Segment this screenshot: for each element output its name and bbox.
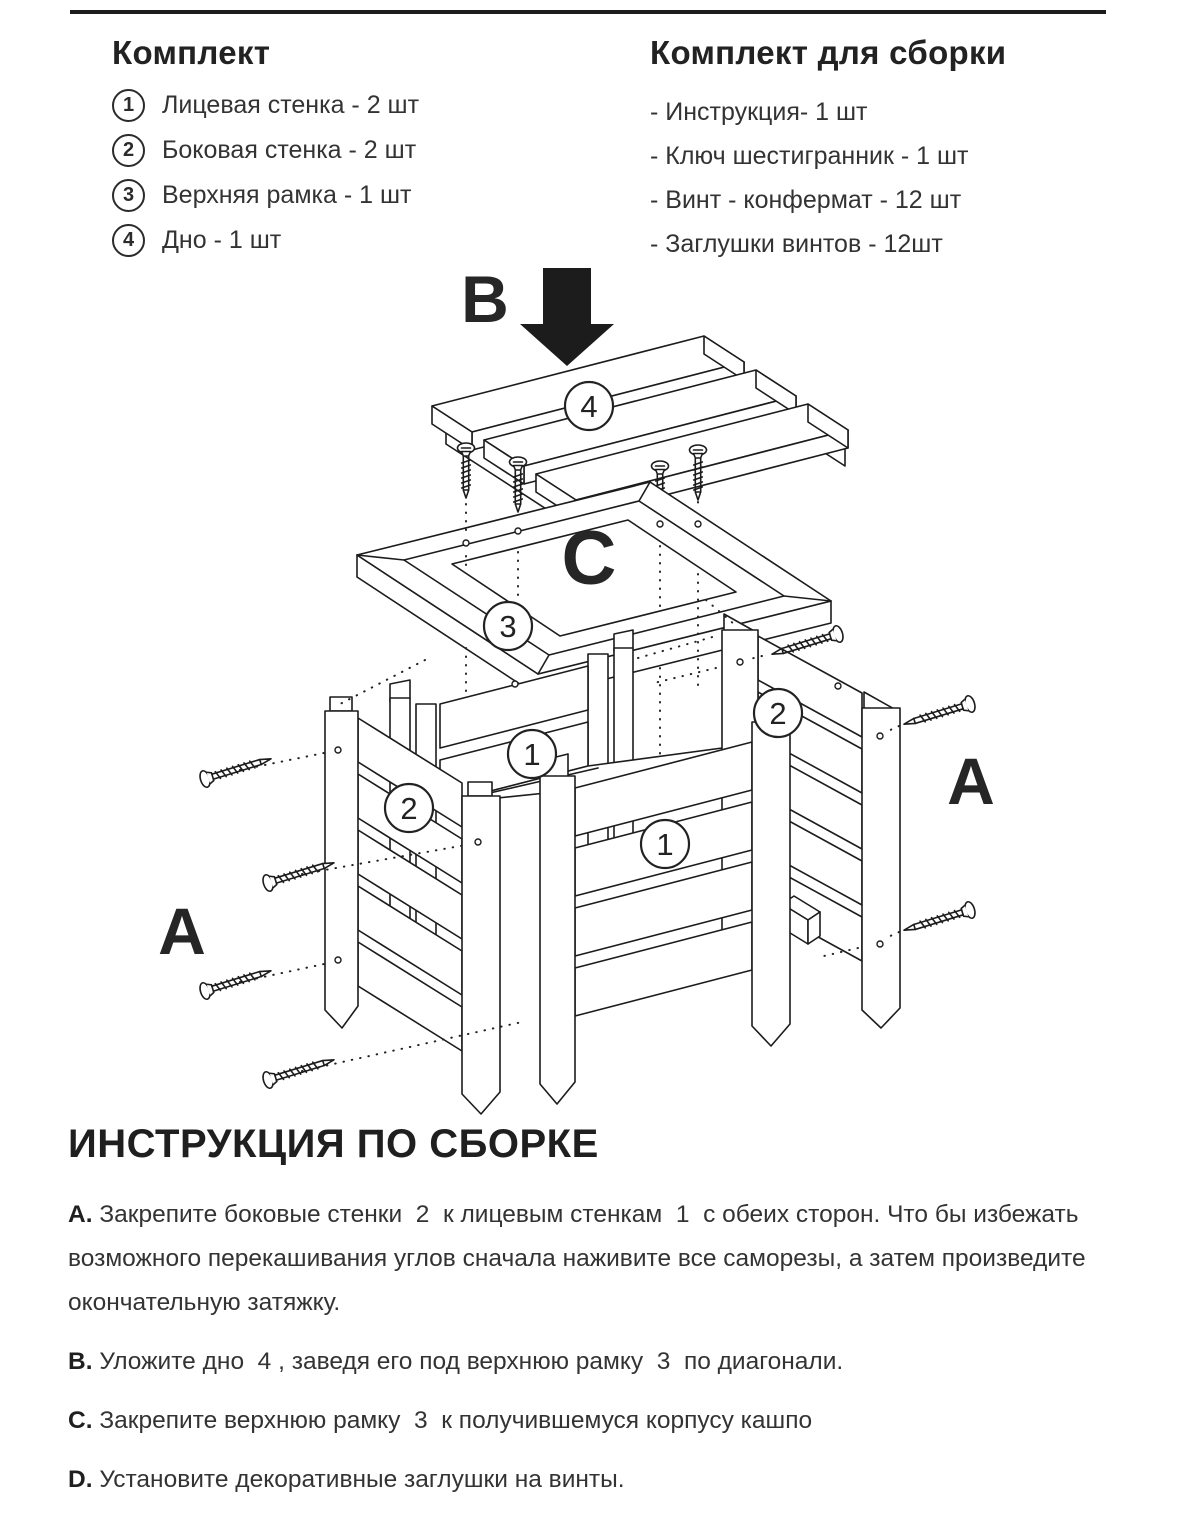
list-item: - Заглушки винтов - 12шт — [650, 230, 943, 258]
list-item: - Ключ шестигранник - 1 шт — [650, 142, 969, 170]
top-rule — [70, 10, 1106, 14]
list-item — [112, 90, 602, 121]
instruction-step — [68, 1399, 1150, 1443]
part-number-badge: 4 — [112, 224, 145, 257]
part-number-badge: 1 — [112, 89, 145, 122]
step-letter: A. — [68, 1201, 93, 1228]
step-text: Уложите дно 4 , заведя его под верхнюю рамку 3 по диагонали. — [99, 1348, 844, 1376]
screw-icon — [458, 443, 475, 498]
list-item: - Винт - конфермат - 12 шт — [650, 186, 962, 214]
screw-icon — [261, 1052, 336, 1090]
part-label: Верхняя рамка - 1 шт — [162, 181, 412, 209]
instruction-step — [68, 1340, 1150, 1384]
list-item: - Инструкция- 1 шт — [650, 98, 868, 126]
step-c-label: C — [561, 516, 617, 601]
down-arrow-icon — [520, 268, 614, 366]
part-2-number: 2 — [400, 791, 418, 826]
part-number-badge: 3 — [112, 179, 145, 212]
part-number-badge: 2 — [112, 134, 145, 167]
step-letter: D. — [68, 1466, 93, 1494]
exploded-assembly-diagram — [0, 256, 1177, 1120]
list-item — [112, 180, 602, 211]
part-1-number: 1 — [523, 737, 541, 772]
part-3-number: 3 — [499, 609, 517, 644]
step-a-label: A — [158, 894, 206, 968]
list-item — [112, 135, 602, 166]
step-text: Закрепите боковые стенки 2 к лицевым стенкам 1 с обеих сторон. Что бы избежать возможного перекашивания углов сначала наживите все саморезы, а затем произведите окончательную затяжку. — [68, 1201, 1093, 1317]
instruction-step — [68, 1458, 1150, 1502]
screw-icon — [902, 695, 977, 733]
instructions-title: ИНСТРУКЦИЯ ПО СБОРКЕ — [68, 1122, 599, 1166]
step-letter: C. — [68, 1407, 93, 1435]
part-label: Лицевая стенка - 2 шт — [162, 91, 420, 119]
screw-icon — [902, 901, 977, 939]
kit-title: Комплект — [112, 34, 271, 71]
list-item — [112, 225, 602, 256]
assembly-kit-list — [650, 34, 1130, 266]
part-2-number: 2 — [769, 696, 787, 731]
step-b-label: B — [461, 262, 509, 336]
part-label: Дно - 1 шт — [162, 226, 282, 254]
screw-icon — [198, 751, 273, 789]
assembly-instructions — [68, 1122, 1150, 1518]
step-text: Установите декоративные заглушки на винты. — [99, 1466, 625, 1494]
part-4-number: 4 — [580, 389, 598, 424]
step-text: Закрепите верхнюю рамку 3 к получившемуся корпусу кашпо — [99, 1407, 813, 1435]
part-1-number: 1 — [656, 827, 674, 862]
assembly-kit-title: Комплект для сборки — [650, 34, 1007, 71]
screw-icon — [198, 963, 273, 1001]
step-letter: B. — [68, 1348, 93, 1376]
step-a-label: A — [947, 744, 995, 818]
instruction-step — [68, 1193, 1150, 1325]
kit-list — [112, 34, 602, 270]
part-label: Боковая стенка - 2 шт — [162, 136, 417, 164]
